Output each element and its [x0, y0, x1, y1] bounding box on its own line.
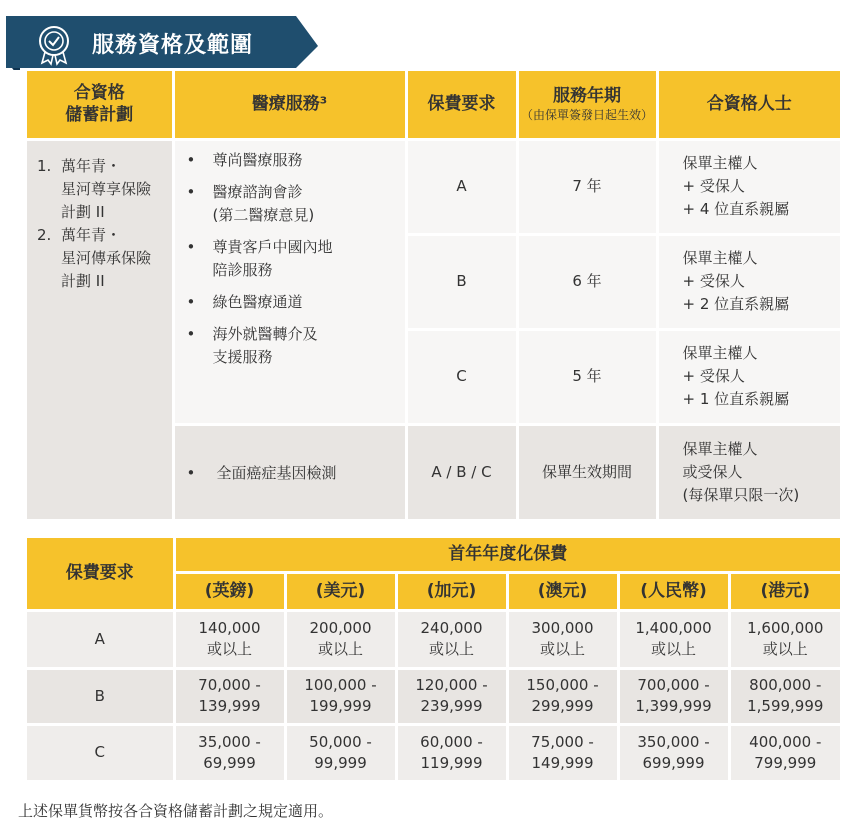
eligible-header: 合資格人士: [657, 71, 840, 139]
value-cell: 800,000 - 1,599,999: [729, 668, 840, 724]
section-title: 服務資格及範圍: [92, 33, 254, 58]
premium-cell: A: [406, 139, 517, 234]
service-list: [173, 139, 406, 424]
value-cell: 50,000 - 99,999: [285, 724, 396, 780]
service-eligibility-table: [27, 71, 840, 519]
plan-header: 合資格 儲蓄計劃: [27, 71, 173, 139]
value-cell: 150,000 - 299,999: [507, 668, 618, 724]
term-cell: 保單生效期間: [517, 424, 657, 519]
term-header-note: （由保單簽發日起生效）: [520, 108, 653, 123]
plan-name: 萬年青・ 星河尊享保險 計劃 II: [61, 156, 152, 221]
service-header: 醫療服務³: [173, 71, 406, 139]
value-cell: 1,400,000 或以上: [618, 610, 729, 668]
row-label: C: [27, 724, 174, 780]
currency-usd: (美元): [285, 572, 396, 610]
plan-item: 1. 萬年青・ 星河尊享保險 計劃 II: [37, 155, 166, 224]
term-header: [517, 71, 657, 139]
value-cell: 350,000 - 699,999: [618, 724, 729, 780]
value-cell: 700,000 - 1,399,999: [618, 668, 729, 724]
genetic-test-service: • 全面癌症基因檢測: [173, 424, 406, 519]
premium-cell: B: [406, 234, 517, 329]
premium-cell: A / B / C: [406, 424, 517, 519]
value-cell: 140,000 或以上: [174, 610, 285, 668]
annual-premium-header: 首年年度化保費: [174, 538, 840, 572]
award-badge-icon: [32, 23, 76, 67]
value-cell: 300,000 或以上: [507, 610, 618, 668]
currency-hkd: (港元): [729, 572, 840, 610]
term-header-label: 服務年期: [553, 86, 621, 107]
eligible-cell: 保單主權人 或受保人 (每保單只限一次): [657, 424, 840, 519]
value-cell: 100,000 - 199,999: [285, 668, 396, 724]
plan-list: [27, 139, 173, 519]
premium-req-header: 保費要求: [27, 538, 174, 610]
row-label: A: [27, 610, 174, 668]
eligible-cell: 保單主權人 + 受保人 + 2 位直系親屬: [657, 234, 840, 329]
premium-cell: C: [406, 329, 517, 424]
footnote: 上述保單貨幣按各合資格儲蓄計劃之規定適用。: [18, 802, 334, 820]
plan-item: 2. 萬年青・ 星河傳承保險 計劃 II: [37, 224, 166, 293]
service-item: • 醫療諮詢會診 (第二醫療意見): [186, 182, 315, 224]
eligible-cell: 保單主權人 + 受保人 + 4 位直系親屬: [657, 139, 840, 234]
value-cell: 400,000 - 799,999: [729, 724, 840, 780]
service-item: • 綠色醫療通道: [186, 292, 303, 311]
currency-rmb: (人民幣): [618, 572, 729, 610]
term-cell: 7 年: [517, 139, 657, 234]
row-label: B: [27, 668, 174, 724]
section-banner: [6, 10, 318, 70]
service-item: • 尊貴客戶中國內地 陪診服務: [186, 237, 333, 279]
currency-cad: (加元): [396, 572, 507, 610]
value-cell: 240,000 或以上: [396, 610, 507, 668]
value-cell: 120,000 - 239,999: [396, 668, 507, 724]
service-item: • 尊尚醫療服務: [186, 150, 303, 169]
eligible-cell: 保單主權人 + 受保人 + 1 位直系親屬: [657, 329, 840, 424]
currency-gbp: (英鎊): [174, 572, 285, 610]
value-cell: 75,000 - 149,999: [507, 724, 618, 780]
premium-requirement-table: [27, 538, 840, 780]
term-cell: 6 年: [517, 234, 657, 329]
service-item: • 海外就醫轉介及 支援服務: [186, 324, 318, 366]
term-cell: 5 年: [517, 329, 657, 424]
currency-aud: (澳元): [507, 572, 618, 610]
premium-header: 保費要求: [406, 71, 517, 139]
value-cell: 200,000 或以上: [285, 610, 396, 668]
value-cell: 70,000 - 139,999: [174, 668, 285, 724]
value-cell: 1,600,000 或以上: [729, 610, 840, 668]
value-cell: 60,000 - 119,999: [396, 724, 507, 780]
plan-name: 萬年青・ 星河傳承保險 計劃 II: [61, 225, 152, 290]
value-cell: 35,000 - 69,999: [174, 724, 285, 780]
